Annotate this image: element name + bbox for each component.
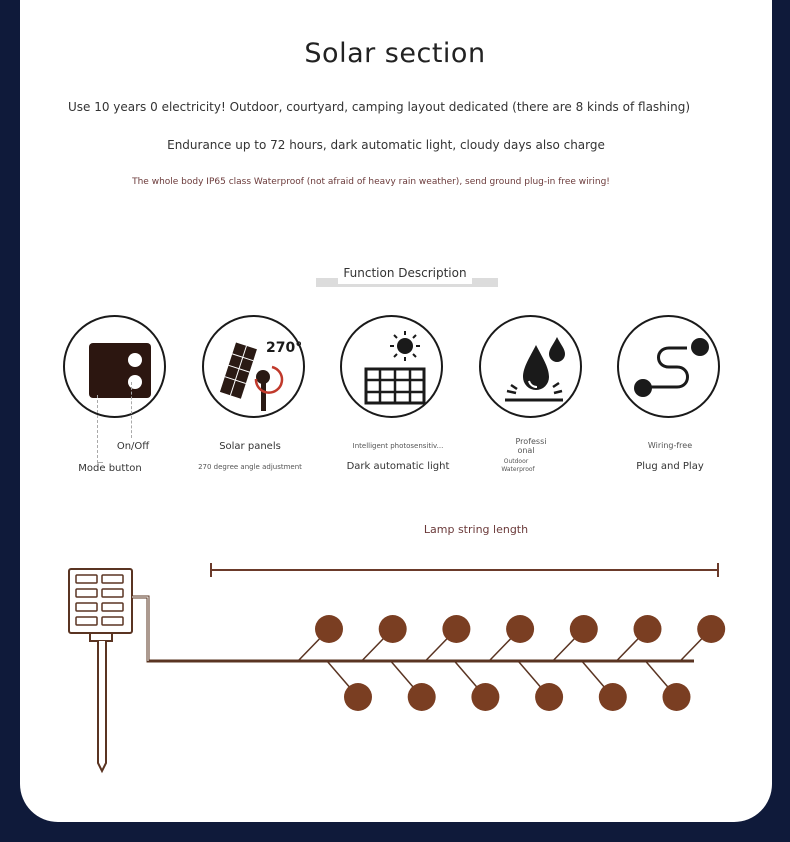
bulb-upper: [379, 615, 407, 643]
length-bracket: [211, 563, 718, 577]
bulb-upper: [506, 615, 534, 643]
feature-3-top-label: Intelligent photosensitiv...: [352, 442, 444, 450]
bulb-lower: [535, 683, 563, 711]
bulb-upper: [442, 615, 470, 643]
bulb-lower: [408, 683, 436, 711]
solar-panel-rotate-icon: [202, 315, 305, 418]
feature-3-bottom-label: Dark automatic light: [346, 461, 450, 472]
feature-4-top-label-b: onal: [517, 446, 535, 455]
feature-line-3: The whole body IP65 class Waterproof (not afraid of heavy rain weather), send ground plug-in free wiring!: [132, 177, 610, 187]
page-title: Solar section: [304, 38, 486, 69]
sun-panel-icon: [340, 315, 443, 418]
section-title: Function Description: [338, 262, 472, 284]
lamp-string-diagram: [0, 555, 790, 785]
rotation-badge: 270°: [266, 340, 303, 356]
feature-5-bottom-label: Plug and Play: [636, 461, 704, 472]
mode-switch-icon: [63, 315, 166, 418]
feature-4-top-label-a: Professi: [515, 437, 547, 446]
bulb-lower: [471, 683, 499, 711]
bulb-upper: [315, 615, 343, 643]
feature-line-2: Endurance up to 72 hours, dark automatic light, cloudy days also charge: [167, 138, 605, 152]
feature-line-1: Use 10 years 0 electricity! Outdoor, courtyard, camping layout dedicated (there are 8 kinds of flashing): [67, 100, 691, 114]
bulb-upper: [570, 615, 598, 643]
wire-plug-icon: [617, 315, 720, 418]
lamp-length-label: Lamp string length: [423, 523, 529, 536]
feature-1-top-label: On/Off: [116, 441, 150, 452]
feature-2-top-label: Solar panels: [219, 441, 281, 452]
bulb-upper: [697, 615, 725, 643]
bulb-upper: [634, 615, 662, 643]
feature-4-bottom-label-a: Outdoor: [503, 458, 529, 465]
solar-stake: [69, 569, 132, 771]
feature-4-bottom-label-b: Waterproof: [501, 466, 535, 473]
bulb-lower: [599, 683, 627, 711]
bulb-lower: [663, 683, 691, 711]
water-drop-icon: [479, 315, 582, 418]
feature-1-bottom-label: Mode button: [78, 463, 142, 474]
feature-5-top-label: Wiring-free: [647, 441, 693, 450]
bulb-lower: [344, 683, 372, 711]
feature-2-bottom-label: 270 degree angle adjustment: [198, 463, 302, 471]
